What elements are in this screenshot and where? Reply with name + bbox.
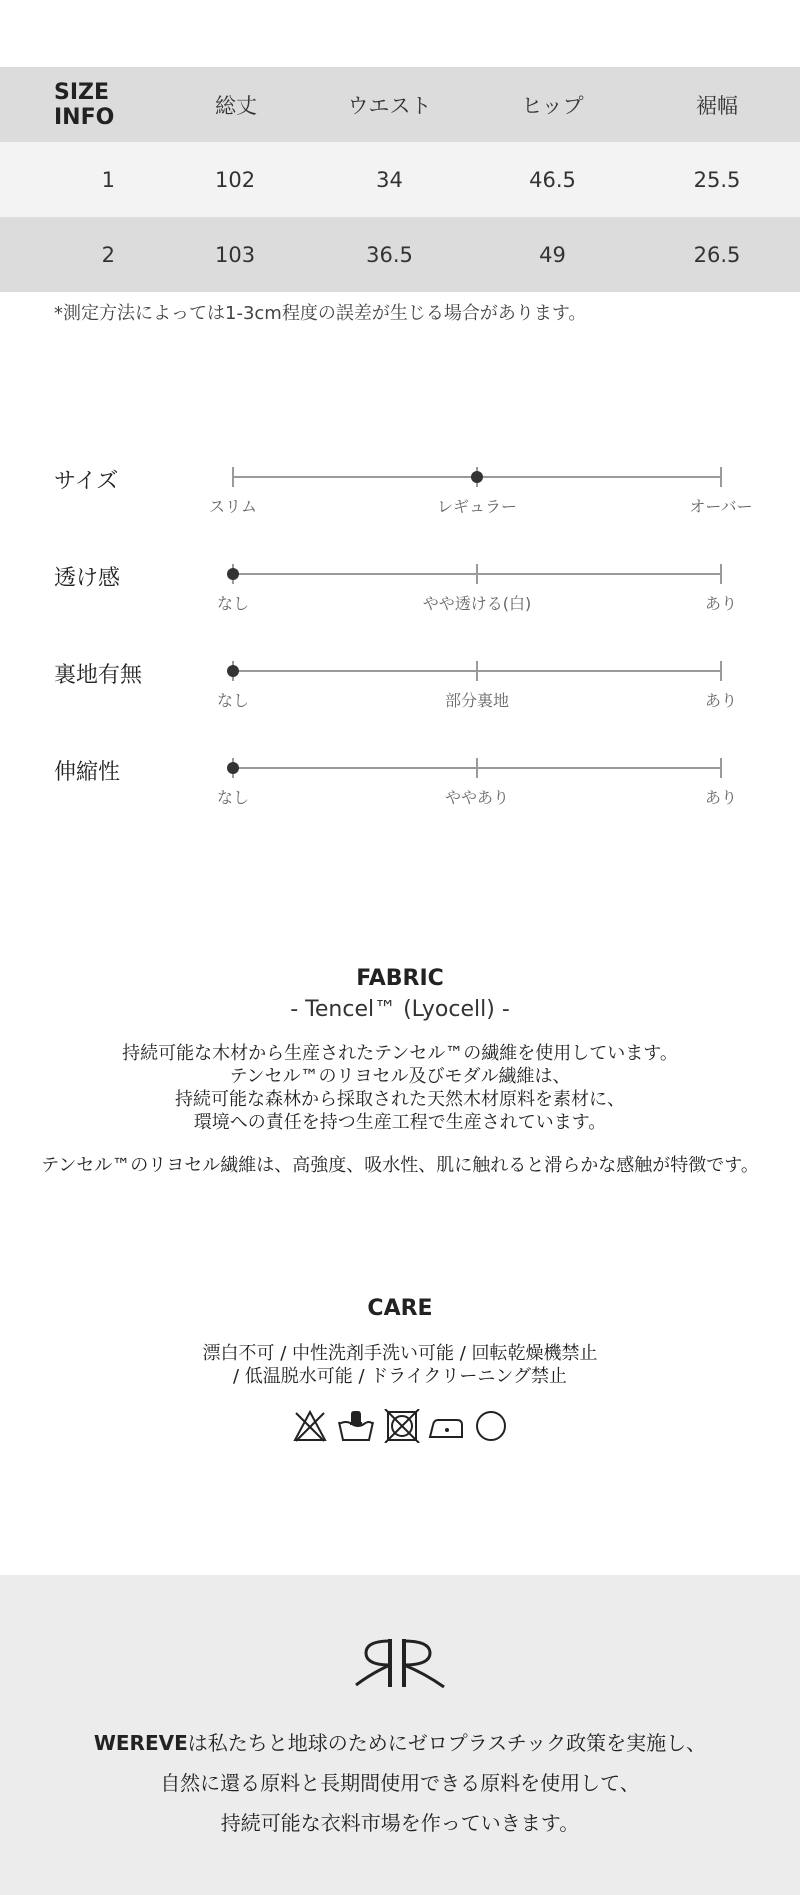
- length-cell: 102: [215, 167, 256, 192]
- scale-lining: [0, 658, 800, 738]
- scale-tick-label: 部分裏地: [444, 691, 510, 710]
- scale-label: 伸縮性: [54, 760, 121, 785]
- scale-tick: [476, 758, 478, 778]
- hip-cell: 49: [539, 242, 566, 267]
- scale-tick-label: あり: [704, 691, 738, 710]
- care-line: 漂白不可 / 中性洗剤手洗い可能 / 回転乾燥機禁止: [202, 1343, 598, 1364]
- table-row: [0, 217, 800, 292]
- scale-tick-label: なし: [216, 594, 250, 613]
- scale-marker: [227, 568, 239, 580]
- waist-cell: 34: [376, 167, 403, 192]
- scale-tick-label: レギュラー: [436, 497, 518, 516]
- fabric-feature: テンセル™のリヨセル繊維は、高強度、吸水性、肌に触れると滑らかな感触が特徴です。: [41, 1155, 759, 1176]
- scale-marker: [227, 762, 239, 774]
- size-cell: 1: [101, 167, 115, 192]
- measurement-note: *測定方法によっては1-3cm程度の誤差が生じる場合があります。: [54, 303, 587, 324]
- scale-tick-label: オーバー: [689, 497, 753, 516]
- scale-transparency: [0, 561, 800, 641]
- header-waist: ウエスト: [347, 93, 432, 118]
- size-cell: 2: [101, 242, 115, 267]
- hip-cell: 46.5: [529, 167, 576, 192]
- scale-tick-label: なし: [216, 691, 250, 710]
- header-hem-width: 裾幅: [696, 93, 738, 118]
- scale-label: サイズ: [54, 469, 119, 494]
- brand-name: WEREVE: [93, 1731, 188, 1755]
- scale-tick: [720, 758, 722, 778]
- table-row: [0, 142, 800, 217]
- size-info-table: [0, 67, 800, 292]
- scale-tick-label: あり: [704, 788, 738, 807]
- scale-tick-label: ややあり: [444, 788, 510, 807]
- scale-tick: [476, 661, 478, 681]
- footer-line: [0, 1727, 800, 1756]
- scale-tick: [476, 564, 478, 584]
- brand-logo-icon: [352, 1635, 448, 1695]
- scale-marker: [471, 471, 483, 483]
- header-length: 総丈: [215, 93, 257, 118]
- scale-stretch: [0, 755, 800, 835]
- fabric-line: テンセル™のリヨセル及びモダル繊維は、: [229, 1066, 571, 1087]
- fabric-description: [0, 1042, 800, 1134]
- scale-marker: [227, 665, 239, 677]
- scale-size: [0, 464, 800, 544]
- care-instructions: [0, 1342, 800, 1388]
- care-title: CARE: [367, 1296, 433, 1321]
- care-icons: [0, 1387, 800, 1443]
- fabric-line: 持続可能な木材から生産されたテンセル™の繊維を使用しています。: [122, 1043, 678, 1064]
- hem-width-cell: 25.5: [693, 167, 741, 192]
- scale-tick-label: やや透ける(白): [422, 594, 532, 613]
- size-table-header: [0, 67, 800, 142]
- low-iron-icon: [428, 1409, 466, 1443]
- scale-label: 透け感: [54, 566, 121, 591]
- scale-tick: [720, 467, 722, 487]
- footer-line: 持続可能な衣料市場を作っていきます。: [220, 1811, 580, 1835]
- scale-tick-label: スリム: [208, 497, 258, 516]
- scale-tick-label: なし: [216, 788, 250, 807]
- care-section: [0, 1296, 800, 1321]
- hem-width-cell: 26.5: [693, 242, 741, 267]
- fabric-line: 環境への責任を持つ生産工程で生産されています。: [193, 1112, 607, 1133]
- fabric-subtitle: - Tencel™ (Lyocell) -: [290, 997, 510, 1022]
- fabric-line: 持続可能な森林から採取された天然木材原料を素材に、: [175, 1089, 625, 1110]
- footer-line-text: WEREVEは私たちと地球のためにゼロプラスチック政策を実施し、: [93, 1731, 707, 1755]
- hand-wash-icon: [336, 1409, 376, 1443]
- brand-footer: [0, 1575, 800, 1895]
- waist-cell: 36.5: [366, 242, 413, 267]
- length-cell: 103: [215, 242, 256, 267]
- dry-clean-circle-icon: [474, 1409, 508, 1443]
- no-bleach-icon: [292, 1409, 328, 1443]
- fabric-title: FABRIC: [356, 966, 444, 991]
- scale-label: 裏地有無: [54, 663, 143, 688]
- no-tumble-dry-icon: [384, 1409, 420, 1443]
- care-line: / 低温脱水可能 / ドライクリーニング禁止: [232, 1366, 568, 1387]
- scale-tick-label: あり: [704, 594, 738, 613]
- fabric-section: [0, 966, 800, 1022]
- size-info-label: SIZE INFO: [54, 79, 115, 130]
- scale-tick: [720, 661, 722, 681]
- scale-tick: [720, 564, 722, 584]
- footer-line: 自然に還る原料と長期間使用できる原料を使用して、: [160, 1771, 640, 1795]
- scale-tick: [232, 467, 234, 487]
- header-hip: ヒップ: [521, 93, 584, 118]
